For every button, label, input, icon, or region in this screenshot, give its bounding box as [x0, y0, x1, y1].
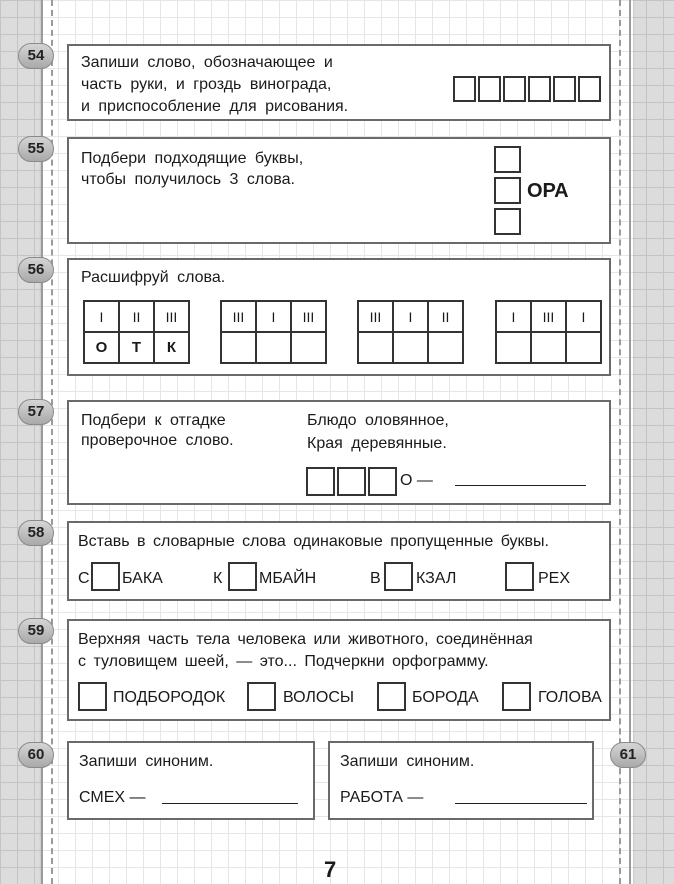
word-prefix: В: [370, 570, 381, 587]
task-57-box: [67, 400, 611, 505]
letter-square[interactable]: [494, 177, 521, 204]
option-label: ВОЛОСЫ: [283, 689, 355, 706]
word-ending: ОРА: [527, 180, 569, 202]
task-56-prompt: Расшифруй слова.: [81, 269, 226, 286]
task-59-box: [67, 619, 611, 721]
cipher-code: III: [221, 301, 256, 332]
answer-line[interactable]: [455, 485, 586, 486]
letter-square[interactable]: [306, 467, 335, 496]
cipher-grid-3: [357, 300, 464, 364]
task-number-badge: 61: [610, 742, 646, 768]
letter-square[interactable]: [494, 146, 521, 173]
letter-cell[interactable]: [553, 76, 576, 102]
task-55-line-1: Подбери подходящие буквы,: [81, 150, 304, 167]
task-number-badge: 54: [18, 43, 54, 69]
task-60-prompt: Запиши синоним.: [79, 753, 214, 770]
cipher-code: III: [531, 301, 566, 332]
cipher-grid-2: [220, 300, 327, 364]
task-55-box: [67, 137, 611, 244]
cipher-answer-cell[interactable]: [221, 332, 256, 363]
cipher-answer-cell[interactable]: [428, 332, 463, 363]
cipher-letter: К: [154, 332, 189, 363]
word-suffix: КЗАЛ: [416, 570, 457, 587]
cipher-letter: Т: [119, 332, 154, 363]
task-61-prompt: Запиши синоним.: [340, 753, 475, 770]
task-54-line-1: Запиши слово, обозначающее и: [81, 54, 333, 71]
task-number-badge: 60: [18, 742, 54, 768]
cipher-answer-cell[interactable]: [358, 332, 393, 363]
cipher-grid-1: [83, 300, 190, 364]
task-58-prompt: Вставь в словарные слова одинаковые пропущенные буквы.: [78, 533, 549, 550]
task-61-box: [328, 741, 594, 820]
cipher-answer-cell[interactable]: [531, 332, 566, 363]
cipher-code: III: [154, 301, 189, 332]
task-55-line-2: чтобы получилось 3 слова.: [81, 171, 295, 188]
task-number-badge: 59: [18, 618, 54, 644]
letter-square[interactable]: [91, 562, 120, 591]
word-prefix: К: [213, 570, 223, 587]
letter-square[interactable]: [505, 562, 534, 591]
cipher-answer-cell[interactable]: [256, 332, 291, 363]
letter-square[interactable]: [228, 562, 257, 591]
word-suffix: БАКА: [122, 570, 163, 587]
cipher-code: I: [256, 301, 291, 332]
option-checkbox[interactable]: [502, 682, 531, 711]
word-suffix: МБАЙН: [259, 570, 317, 587]
riddle-line-2: Края деревянные.: [307, 435, 447, 452]
riddle-line-1: Блюдо оловянное,: [307, 412, 449, 429]
cipher-answer-cell[interactable]: [393, 332, 428, 363]
task-59-line-1: Верхняя часть тела человека или животного, соединённая: [78, 631, 533, 648]
letter-cell[interactable]: [503, 76, 526, 102]
word-suffix: РЕХ: [538, 570, 571, 587]
letter-square[interactable]: [368, 467, 397, 496]
task-number-badge: 55: [18, 136, 54, 162]
cipher-answer-cell[interactable]: [566, 332, 601, 363]
task-58-box: [67, 521, 611, 601]
option-label: ГОЛОВА: [538, 689, 602, 706]
cipher-code: II: [428, 301, 463, 332]
letter-cell[interactable]: [578, 76, 601, 102]
task-number-badge: 56: [18, 257, 54, 283]
option-label: БОРОДА: [412, 689, 479, 706]
cipher-code: I: [566, 301, 601, 332]
letter-cell[interactable]: [478, 76, 501, 102]
option-checkbox[interactable]: [247, 682, 276, 711]
cipher-grid-4: [495, 300, 602, 364]
task-54-line-2: часть руки, и гроздь винограда,: [81, 76, 332, 93]
cipher-code: I: [393, 301, 428, 332]
task-54-line-3: и приспособление для рисования.: [81, 98, 349, 115]
letter-cell[interactable]: [453, 76, 476, 102]
task-57-line-2: проверочное слово.: [81, 432, 234, 449]
task-57-line-1: Подбери к отгадке: [81, 412, 226, 429]
cipher-code: II: [119, 301, 154, 332]
answer-suffix: О —: [400, 472, 433, 489]
answer-line[interactable]: [162, 803, 298, 804]
letter-square[interactable]: [494, 208, 521, 235]
option-checkbox[interactable]: [78, 682, 107, 711]
page-number: 7: [324, 857, 337, 882]
cipher-answer-cell[interactable]: [291, 332, 326, 363]
task-54-box: [67, 44, 611, 121]
letter-square[interactable]: [384, 562, 413, 591]
cipher-letter: О: [84, 332, 119, 363]
task-59-line-2: с туловищем шеей, — это... Подчеркни орфограмму.: [78, 653, 489, 670]
task-number-badge: 57: [18, 399, 54, 425]
cipher-code: III: [291, 301, 326, 332]
option-label: ПОДБОРОДОК: [113, 689, 226, 706]
synonym-word: СМЕХ —: [79, 789, 146, 806]
task-60-box: [67, 741, 315, 820]
cipher-code: I: [84, 301, 119, 332]
letter-cell[interactable]: [528, 76, 551, 102]
synonym-word: РАБОТА —: [340, 789, 424, 806]
word-prefix: С: [78, 570, 90, 587]
answer-line[interactable]: [455, 803, 587, 804]
task-56-box: [67, 258, 611, 376]
option-checkbox[interactable]: [377, 682, 406, 711]
cipher-code: III: [358, 301, 393, 332]
task-number-badge: 58: [18, 520, 54, 546]
letter-square[interactable]: [337, 467, 366, 496]
cipher-answer-cell[interactable]: [496, 332, 531, 363]
cipher-code: I: [496, 301, 531, 332]
